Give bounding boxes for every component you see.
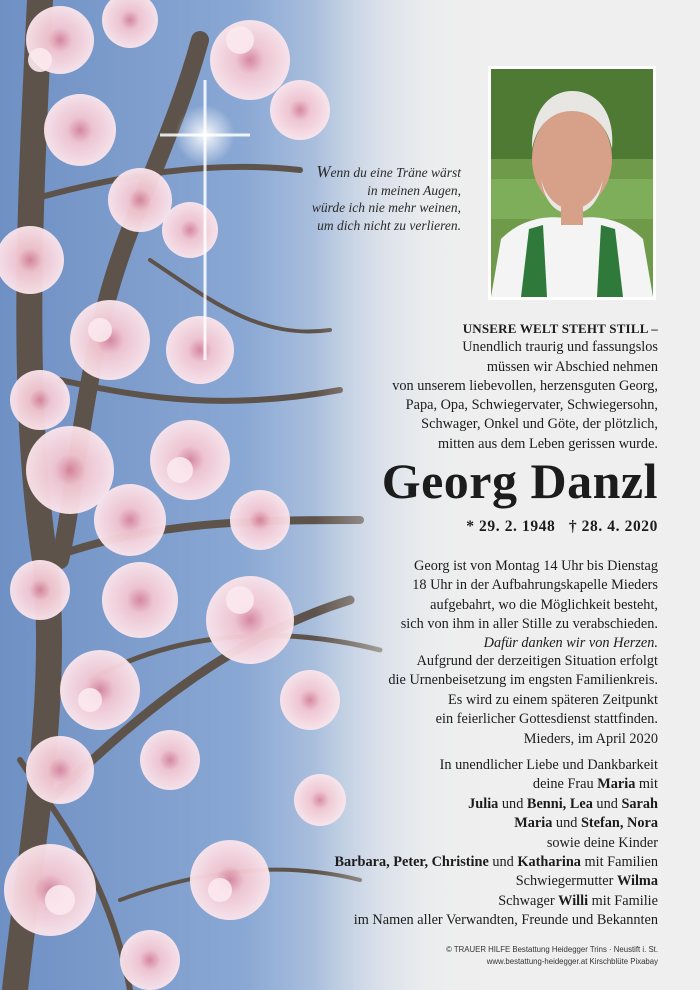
- intro-line: Schwager, Onkel und Göte, der plötzlich,: [421, 416, 658, 433]
- life-dates: * 29. 2. 1948 † 28. 4. 2020: [466, 518, 658, 535]
- intro-line: von unserem liebevollen, herzensguten Georg,: [392, 377, 658, 394]
- viewing-line: 18 Uhr in der Aufbahrungskapelle Mieders: [412, 577, 658, 594]
- footer-link[interactable]: www.bestattung-heidegger.at Kirschblüte Pixabay: [486, 956, 658, 966]
- footer-credits: [446, 944, 658, 967]
- viewing-line: sich von ihm in aller Stille zu verabschieden.: [400, 615, 658, 632]
- family-line: Maria und Stefan, Nora: [514, 815, 658, 832]
- footer-line: © TRAUER HILFE Bestattung Heidegger Trins · Neustift i. St.: [446, 945, 658, 954]
- family-line: im Namen aller Verwandten, Freunde und Bekannten: [353, 912, 658, 929]
- quote-line: Wenn du eine Träne wärst: [316, 162, 461, 181]
- announcement-intro: [328, 319, 658, 454]
- family-line: sowie deine Kinder: [546, 834, 658, 851]
- quote-line: würde ich nie mehr weinen,: [311, 200, 461, 215]
- family-line: Julia und Benni, Lea und Sarah: [468, 795, 658, 812]
- burial-line: Aufgrund der derzeitigen Situation erfolgt: [416, 653, 658, 669]
- burial-info: [328, 652, 658, 729]
- deceased-name: Georg Danzl: [381, 453, 658, 509]
- intro-line: Papa, Opa, Schwiegervater, Schwiegersohn,: [405, 397, 658, 414]
- burial-line: die Urnenbeisetzung im engsten Familienkreis.: [388, 672, 658, 689]
- intro-line: Unendlich traurig und fassungslos: [462, 339, 658, 356]
- viewing-info: [358, 557, 658, 653]
- portrait-image: [491, 69, 653, 297]
- viewing-line: aufgebahrt, wo die Möglichkeit besteht,: [430, 596, 658, 613]
- portrait-photo: [488, 66, 656, 300]
- thanks-line: Dafür danken wir von Herzen.: [483, 635, 658, 652]
- intro-heading: UNSERE WELT STEHT STILL –: [462, 321, 658, 336]
- burial-line: ein feierlicher Gottesdienst stattfinden.: [435, 710, 658, 727]
- family-signature: [298, 756, 658, 931]
- family-line: deine Frau Maria mit: [532, 776, 658, 793]
- quote-line: um dich nicht zu verlieren.: [317, 217, 461, 233]
- intro-line: müssen wir Abschied nehmen: [486, 358, 658, 375]
- family-line: In unendlicher Liebe und Dankbarkeit: [439, 757, 658, 773]
- family-line: Schwager Willi mit Familie: [498, 892, 658, 909]
- family-line: Barbara, Peter, Christine und Katharina mit Familien: [334, 854, 658, 871]
- place-date: Mieders, im April 2020: [523, 731, 658, 747]
- quote-line: in meinen Augen,: [367, 182, 461, 198]
- viewing-line: Georg ist von Montag 14 Uhr bis Dienstag: [414, 558, 658, 574]
- quote: [312, 163, 461, 234]
- intro-line: mitten aus dem Leben gerissen wurde.: [438, 435, 658, 452]
- family-line: Schwiegermutter Wilma: [515, 873, 658, 890]
- burial-line: Es wird zu einem späteren Zeitpunkt: [447, 691, 658, 708]
